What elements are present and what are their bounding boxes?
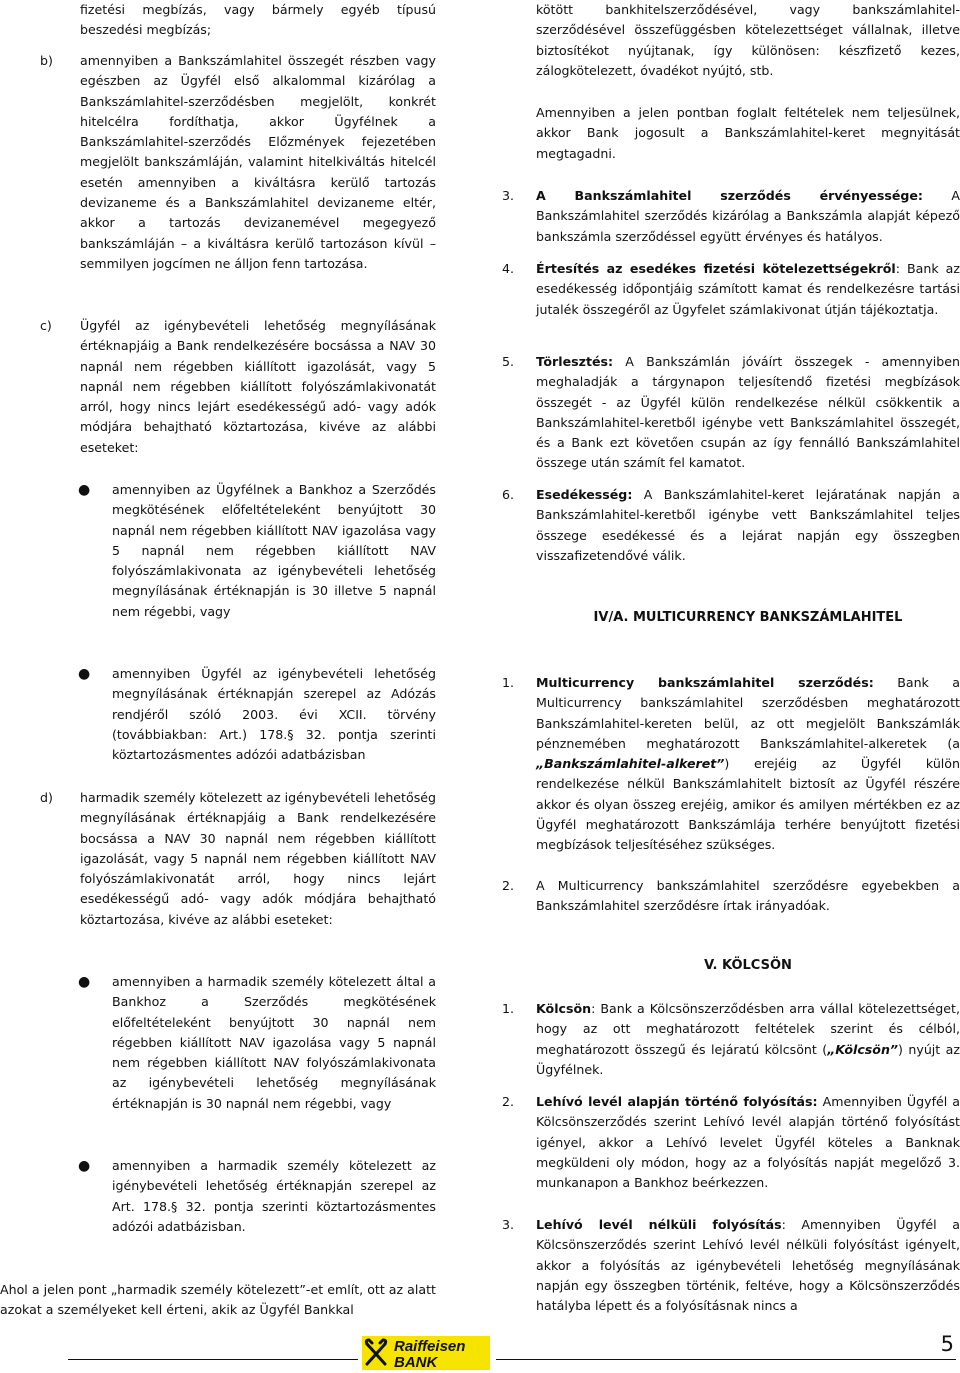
bullet-icon: ● [78, 974, 91, 990]
item-title: Lehívó levél alapján történő folyósítás: [536, 1094, 818, 1109]
numbered-item-4 [502, 259, 960, 320]
bullet-icon: ● [78, 1158, 91, 1174]
item-body: A Bankszámlahitel szerződés kizárólag a Bankszámla alapját képező bankszámla szerződéssel együtt érvényes és hatályos. [536, 188, 960, 244]
item-body: A Multicurrency bankszámlahitel szerződésre egyebekben a Bankszámlahitel szerződésre írtak irányadóak. [536, 878, 960, 914]
bullet-text: amennyiben a harmadik személy kötelezett által a Bankhoz a Szerződés megkötésének előfeltételeként benyújtott 30 napnál nem régebben kiállított NAV igazolása vagy 5 napnál nem régebben kiállított NAV folyószámlakivonata az igénybevételi lehetőség megnyílásának értéknapján is 30 napnál nem régebbi, vagy [112, 974, 436, 1111]
item-title: Törlesztés: [536, 354, 614, 369]
logo-text-top: Raiffeisen [394, 1338, 466, 1355]
bullet-icon: ● [78, 666, 91, 682]
item-number: 2. [502, 878, 515, 893]
list-item [80, 664, 436, 765]
item-body: : Bank a Kölcsönszerződésben arra vállal kötelezettséget, hogy az ott meghatározott feltételek szerint és célból, meghatározott összegű és lejáratú kölcsönt ( [536, 1001, 960, 1057]
item-body: Amennyiben Ügyfél a Kölcsönszerződés szerint Lehívó levél alapján történő folyósítást igényel, akkor a Lehívó levelet Ügyfél köteles a Banknak megküldeni oly módon, hogy az a folyósítás napját megelőző 3. munkanapon a Bankhoz beérkezzen. [536, 1094, 960, 1191]
item-body: Bank a Multicurrency bankszámlahitel szerződésben meghatározott Bankszámlahitel-kereten belül, az ott megjelölt Bankszámlák pénznemében meghatározott Bankszámlahitel-alkeretek (a [536, 675, 960, 751]
paragraph-condition: Amennyiben a jelen pontban foglalt feltételek nem teljesülnek, akkor Bank jogosult a Bankszámlahitel-keret megnyitását megtagadni. [536, 105, 960, 161]
list-item [80, 480, 436, 622]
item-body: : Amennyiben Ügyfél a Kölcsönszerződés szerint Lehívó levél nélküli folyósítást igényelt, akkor a folyósítás az igénybevételi lehetőség megnyílásának napján egy összegben történik, feltéve, hogy a Kölcsönszerződés hatályba lépett és a folyósításnak nincs a [536, 1217, 960, 1314]
item-body: A Bankszámlahitel-keret lejáratának napján a Bankszámlahitel-keretből igénybe vett Bankszámlahitel teljes összege esedékessé és a lejárat napján egy összegben visszafizetendővé válik. [536, 487, 960, 563]
numbered-item-m1 [502, 673, 960, 856]
item-body-cont: ) nyújt az Ügyfélnek. [536, 1041, 960, 1077]
item-number: 6. [502, 487, 515, 502]
term-definition: „Bankszámlahitel-alkeret” [536, 756, 725, 772]
page-number: 5 [940, 1332, 954, 1356]
numbered-item-k1 [502, 999, 960, 1080]
numbered-item-5 [502, 352, 960, 474]
paragraph-top-continuation: kötött bankhitelszerződésével, vagy bankszámlahitel-szerződésével összefüggésben kötelezettséget vállalnak, illetve biztosítékot nyújtanak, így különösen: készfizető kezes, zálogkötelezett, óvadékot nyújtó, stb. [536, 2, 960, 78]
raiffeisen-logo [362, 1336, 490, 1370]
item-body-cont: ) erejéig az Ügyfél külön rendelkezése nélkül Bankszámlahitelt biztosít az Ügyfél részére akkor és olyan összeg erejéig, amikor és amilyen mértékben ez az Ügyfél meghatározott Bankszámlája terhére benyújtott fizetési megbízások teljesítéséhez szükséges. [536, 756, 960, 853]
numbered-item-m2 [502, 876, 960, 917]
item-number: 1. [502, 1001, 515, 1016]
bullet-text: amennyiben Ügyfél az igénybevételi lehetőség megnyílásának értéknapján szerepel az Adózás rendjéről szóló 2003. évi XCII. törvény (továbbiakban: Art.) 178.§ 32. pontja szerinti köztartozásmentes adózói adatbázisban [112, 666, 436, 763]
item-c-text: Ügyfél az igénybevételi lehetőség megnyílásának értéknapjáig a Bank rendelkezésére bocsássa a NAV 30 napnál nem régebben kiállított igazolását, vagy 5 napnál nem régebben kiállított folyószámlakivonatát arról, hogy nincs lejárt esedékességű adó- vagy adók módjára behajtható köztartozása, kivéve az alábbi eseteket: [80, 318, 436, 455]
item-label-c: c) [40, 318, 52, 333]
item-number: 5. [502, 354, 515, 369]
item-number: 1. [502, 675, 515, 690]
list-item [80, 972, 436, 1114]
item-title: Értesítés az esedékes fizetési kötelezettségekről [536, 261, 896, 276]
bullet-icon: ● [78, 482, 91, 498]
item-title: Multicurrency bankszámlahitel szerződés: [536, 675, 874, 690]
numbered-item-k2 [502, 1092, 960, 1193]
item-number: 3. [502, 188, 515, 203]
item-title: Esedékesség: [536, 487, 633, 502]
item-title: Lehívó levél nélküli folyósítás [536, 1217, 782, 1232]
logo-text-bottom: BANK [394, 1354, 438, 1370]
item-label-d: d) [40, 790, 53, 805]
numbered-item-3 [502, 186, 960, 247]
item-title: Kölcsön [536, 1001, 592, 1016]
paragraph-top-continuation: fizetési megbízás, vagy bármely egyéb típusú beszedési megbízás; [80, 2, 436, 38]
section-heading-v: V. KÖLCSÖN [704, 958, 792, 973]
footer-rule-left [68, 1359, 358, 1360]
bullet-text: amennyiben az Ügyfélnek a Bankhoz a Szerződés megkötésének előfeltételeként benyújtott 30 napnál nem régebben kiállított NAV igazolása vagy 5 napnál nem régebben kiállított NAV folyószámlakivonata az igénybevételi lehetőség megnyílásának értéknapján is 30 illetve 5 napnál nem régebbi, vagy [112, 482, 436, 619]
term-definition: „Kölcsön” [827, 1041, 899, 1057]
footer-rule-right [496, 1359, 956, 1360]
item-b-text: amennyiben a Bankszámlahitel összegét részben vagy egészben az Ügyfél első alkalommal kizárólag a Bankszámlahitel-szerződésben megjelölt, konkrét hitelcélra fordíthatja, akkor Ügyfélnek a Bankszámlahitel-szerződés Előzmények fejezetében megjelölt bankszámláján, valamint hitelkiváltás hitelcél esetén amennyiben a kiváltásra kerülő tartozás devizaneme és a Bankszámlahitel devizaneme eltér, akkor a tartozás devizanemével megegyező bankszámláján – a kiváltásra kerülő tartozáson kívül – semmilyen jogcímen ne álljon fenn tartozása. [80, 53, 436, 271]
bullet-text: amennyiben a harmadik személy kötelezett az igénybevételi lehetőség értéknapján szerepel az Art. 178.§ 32. pontja szerinti köztartozásmentes adózói adatbázisban. [112, 1158, 436, 1234]
section-heading-iva: IV/A. MULTICURRENCY BANKSZÁMLAHITEL [593, 610, 903, 625]
item-d-text: harmadik személy kötelezett az igénybevételi lehetőség megnyílásának értéknapjáig a Bank rendelkezésére bocsássa a NAV 30 napnál nem régebben kiállított igazolását, vagy 5 napnál nem régebben kiállított NAV folyószámlakivonatát arról, hogy nincs lejárt esedékességű adó- vagy adók módjára behajtható köztartozása, kivéve az alábbi eseteket: [80, 790, 436, 927]
numbered-item-6 [502, 485, 960, 566]
numbered-item-k3 [502, 1215, 960, 1316]
item-label-b: b) [40, 53, 53, 68]
item-body: : Bank az esedékesség időpontjáig számított kamat és rendelkezésre tartási jutalék összegéről az Ügyfelet számlakivonat útján tájékoztatja. [536, 261, 960, 317]
item-number: 3. [502, 1217, 515, 1232]
list-item [80, 1156, 436, 1237]
item-title: A Bankszámlahitel szerződés érvényessége: [536, 188, 923, 203]
closing-paragraph: Ahol a jelen pont „harmadik személy kötelezett”-et említ, ott az alatt azokat a személyeket kell érteni, akik az Ügyfél Bankkal [0, 1282, 436, 1318]
item-number: 4. [502, 261, 515, 276]
item-number: 2. [502, 1094, 515, 1109]
item-body: A Bankszámlán jóváírt összegek - amennyiben meghaladják a tárgynapon teljesítendő fizetési megbízások összegét - az Ügyfél külön rendelkezése nélkül csökkentik a Bankszámlahitel-keretből igénybe vett Bankszámlahitel összegét, és a Bank ezt követően csupán az így fennálló Bankszámlahitel összege után számít fel kamatot. [536, 354, 960, 471]
